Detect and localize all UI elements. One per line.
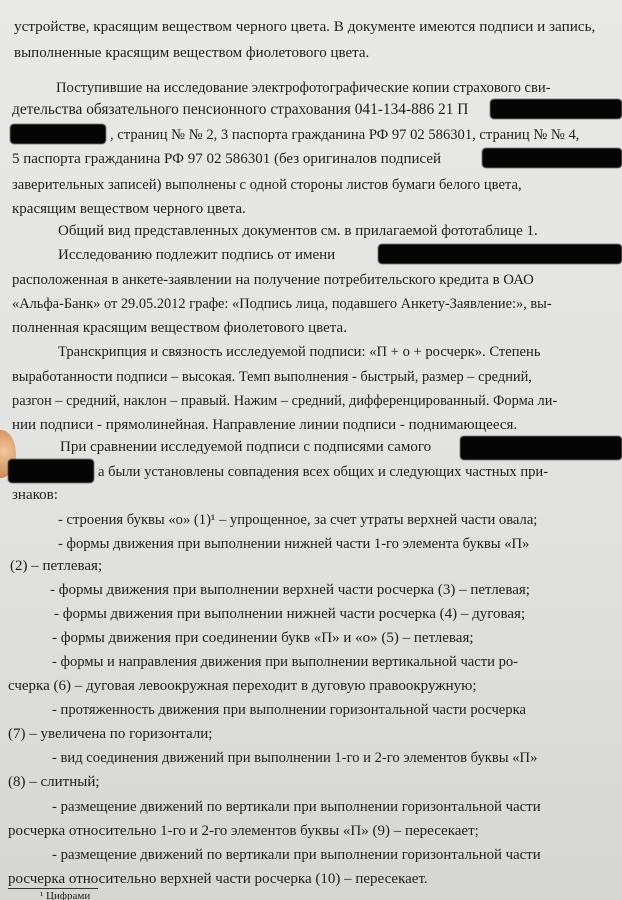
- text-line: - формы движения при выполнении нижней части 1-го элемента буквы «П»: [58, 536, 530, 552]
- text-line: знаков:: [12, 487, 58, 503]
- text-line: расположенная в анкете-заявлении на получение потребительского кредита в ОАО: [12, 272, 534, 288]
- redaction-mark: [460, 436, 622, 460]
- redaction-mark: [8, 459, 94, 483]
- text-line: (7) – увеличена по горизонтали;: [8, 726, 213, 742]
- text-line: - формы движения при выполнении верхней части росчерка (3) – петлевая;: [50, 582, 530, 598]
- text-line: полненная красящим веществом фиолетового цвета.: [12, 320, 347, 336]
- redaction-mark: [10, 124, 106, 144]
- text-line: детельства обязательного пенсионного страхования 041-134-886 21 П: [12, 101, 469, 118]
- text-line: При сравнении исследуемой подписи с подписями самого: [60, 439, 432, 455]
- footnote-rule: [8, 888, 98, 889]
- redaction-mark: [378, 244, 622, 264]
- text-line: 5 паспорта гражданина РФ 97 02 586301 (без оригиналов подписей: [12, 151, 442, 167]
- text-line: - размещение движений по вертикали при выполнении горизонтальной части: [52, 847, 541, 863]
- text-line: красящим веществом черного цвета.: [12, 201, 246, 217]
- text-line: разгон – средний, наклон – правый. Нажим – средний, дифференцированный. Форма ли-: [12, 393, 558, 409]
- text-line: - формы движения при выполнении нижней части росчерка (4) – дуговая;: [54, 606, 526, 622]
- redaction-mark: [482, 148, 622, 168]
- text-line: росчерка относительно верхней части росчерка (10) – пересекает.: [8, 871, 428, 887]
- text-line: (8) – слитный;: [8, 774, 100, 790]
- text-line: - формы и направления движения при выполнении вертикальной части ро-: [52, 654, 519, 670]
- text-line: нии подписи - прямолинейная. Направление линии подписи - поднимающееся.: [12, 417, 518, 433]
- text-line: - протяженность движения при выполнении горизонтальной части росчерка: [52, 702, 526, 718]
- text-line: росчерка относительно 1-го и 2-го элементов буквы «П» (9) – пересекает;: [8, 823, 479, 839]
- text-line: Поступившие на исследование электрофотографические копии страхового сви-: [56, 80, 551, 96]
- text-line: - строения буквы «о» (1)¹ – упрощенное, за счет утраты верхней части овала;: [58, 512, 538, 528]
- text-line: - формы движения при соединении букв «П» и «о» (5) – петлевая;: [52, 630, 474, 646]
- text-line: а были установлены совпадения всех общих и следующих частных при-: [98, 464, 549, 480]
- text-line: устройстве, красящим веществом черного цвета. В документе имеются подписи и запись,: [14, 18, 596, 35]
- text-line: Исследованию подлежит подпись от имени: [58, 247, 336, 263]
- text-line: заверительных записей) выполнены с одной стороны листов бумаги белого цвета,: [12, 177, 522, 193]
- text-line: счерка (6) – дуговая левоокружная переходит в дуговую правоокружную;: [8, 678, 477, 694]
- text-line: выполненные красящим веществом фиолетового цвета.: [14, 45, 370, 61]
- text-line: - вид соединения движений при выполнении 1-го и 2-го элементов буквы «П»: [52, 750, 538, 766]
- text-line: Транскрипция и связность исследуемой подписи: «П + о + росчерк». Степень: [58, 344, 541, 360]
- text-line: выработанности подписи – высокая. Темп выполнения - быстрый, размер – средний,: [12, 369, 532, 385]
- text-line: Общий вид представленных документов см. в прилагаемой фототаблице 1.: [58, 223, 538, 239]
- text-line: «Альфа-Банк» от 29.05.2012 графе: «Подпись лица, подавшего Анкету-Заявление:», вы-: [12, 296, 552, 312]
- redaction-mark: [490, 99, 622, 119]
- text-line: (2) – петлевая;: [10, 558, 103, 574]
- text-line: , страниц № № 2, 3 паспорта гражданина РФ 97 02 586301, страниц № № 4,: [110, 127, 580, 143]
- text-line: - размещение движений по вертикали при выполнении горизонтальной части: [52, 799, 541, 815]
- footnote: ¹ Цифрами: [40, 890, 91, 900]
